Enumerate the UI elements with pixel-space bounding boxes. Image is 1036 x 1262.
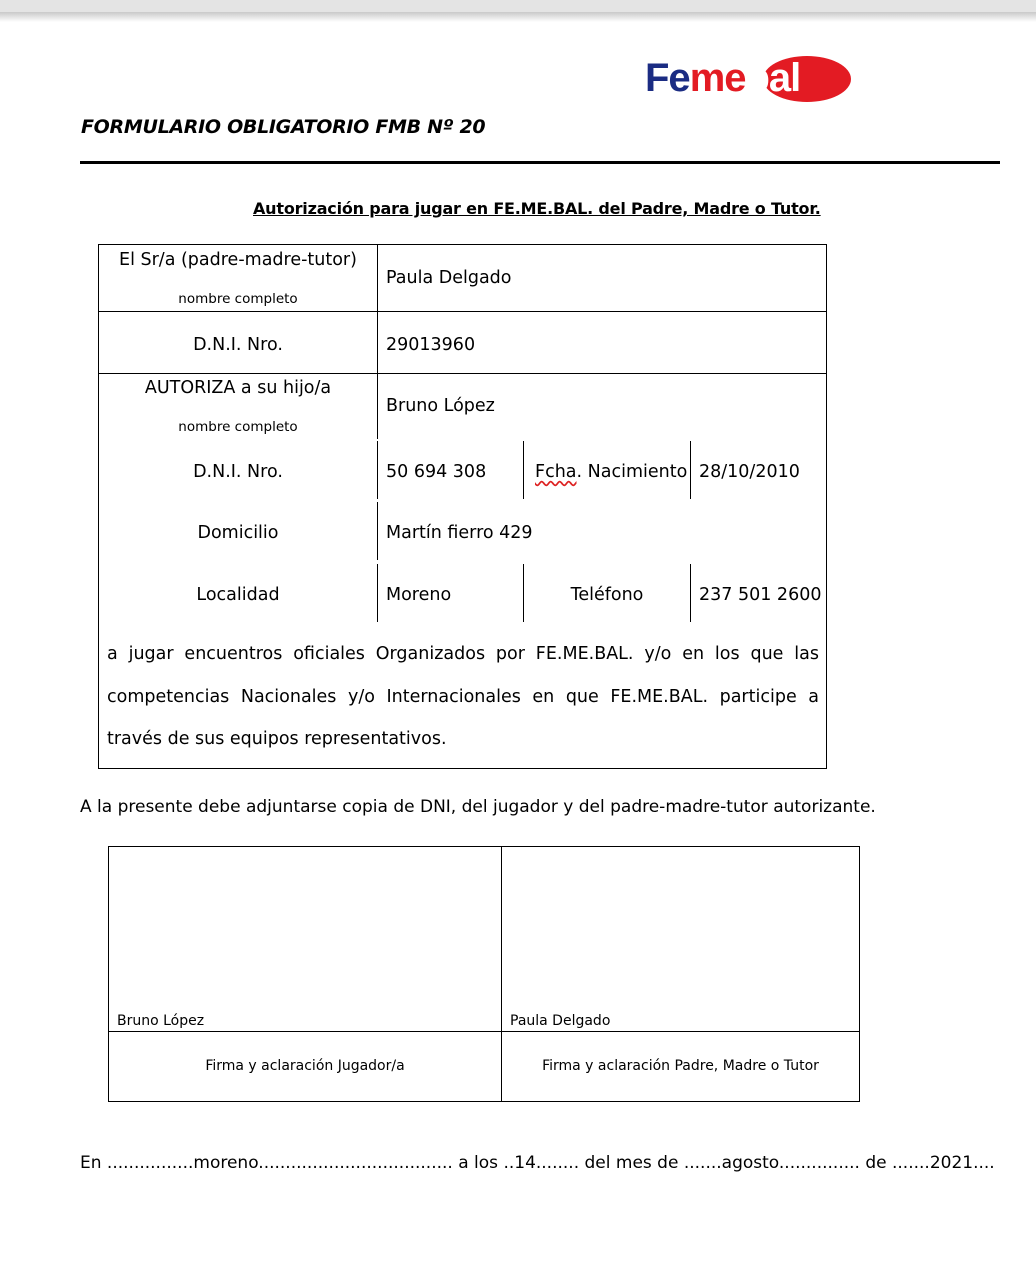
column-divider (377, 502, 378, 560)
player-signature-caption: Firma y aclaración Jugador/a (205, 1058, 405, 1074)
parent-signature-name: Paula Delgado (510, 1013, 611, 1029)
parent-dni-field[interactable]: 29013960 (386, 335, 476, 355)
child-dni-label: D.N.I. Nro. (193, 462, 283, 482)
header-divider (80, 161, 1000, 164)
logo-text-fe: Fe (645, 56, 690, 100)
logo-text-bal: bal (745, 56, 801, 100)
child-dni-field[interactable]: 50 694 308 (386, 462, 487, 482)
column-divider (377, 441, 378, 499)
address-label: Domicilio (197, 523, 279, 543)
form-title: FORMULARIO OBLIGATORIO FMB Nº 20 (81, 116, 486, 138)
column-divider (377, 373, 378, 439)
row-divider (99, 311, 826, 312)
parent-label: El Sr/a (padre-madre-tutor) (119, 250, 357, 270)
player-signature-name: Bruno López (117, 1013, 205, 1029)
column-divider (377, 245, 378, 311)
signature-table (108, 846, 860, 1102)
birthdate-label (535, 462, 687, 482)
place-and-date-line: En ................moreno.................................... a los ..14........ del mes de .......agosto............... de .......2021.... (80, 1153, 995, 1173)
birthdate-field[interactable]: 28/10/2010 (699, 462, 800, 482)
logo-text (645, 54, 800, 102)
logo-text-me: me (689, 56, 746, 100)
row-divider (99, 373, 826, 374)
parent-name-field[interactable]: Paula Delgado (386, 268, 512, 288)
phone-label: Teléfono (570, 585, 644, 605)
form-subtitle: Autorización para jugar en FE.ME.BAL. del Padre, Madre o Tutor. (253, 199, 821, 218)
column-divider (377, 564, 378, 622)
column-divider (690, 441, 691, 499)
row-divider (109, 1031, 859, 1032)
column-divider (523, 441, 524, 499)
parent-signature-caption: Firma y aclaración Padre, Madre o Tutor (542, 1058, 819, 1074)
phone-field[interactable]: 237 501 2600 (699, 585, 822, 605)
femebal-logo (645, 54, 855, 106)
child-label: AUTORIZA a su hijo/a (144, 378, 332, 398)
attachment-note: A la presente debe adjuntarse copia de DNI, del jugador y del padre-madre-tutor autorizante. (80, 797, 876, 817)
address-field[interactable]: Martín fierro 429 (386, 523, 533, 543)
birthdate-label-rest: . Nacimiento (576, 462, 688, 482)
column-divider (377, 311, 378, 373)
child-name-field[interactable]: Bruno López (386, 396, 495, 416)
column-divider (690, 564, 691, 622)
birthdate-label-abbrev: Fcha (535, 462, 577, 482)
viewer-top-bar-shadow (0, 12, 1036, 22)
viewer-top-bar (0, 0, 1036, 12)
authorization-table (98, 244, 827, 769)
city-label: Localidad (196, 585, 280, 605)
authorization-paragraph: a jugar encuentros oficiales Organizados por FE.ME.BAL. y/o en los que las competencias Nacionales y/o Internacionales en que FE.ME.BAL. participe a través de sus equipos representativos. (107, 644, 819, 749)
parent-dni-label: D.N.I. Nro. (193, 335, 283, 355)
parent-sublabel: nombre completo (178, 291, 298, 307)
child-sublabel: nombre completo (178, 419, 298, 435)
city-field[interactable]: Moreno (386, 585, 452, 605)
